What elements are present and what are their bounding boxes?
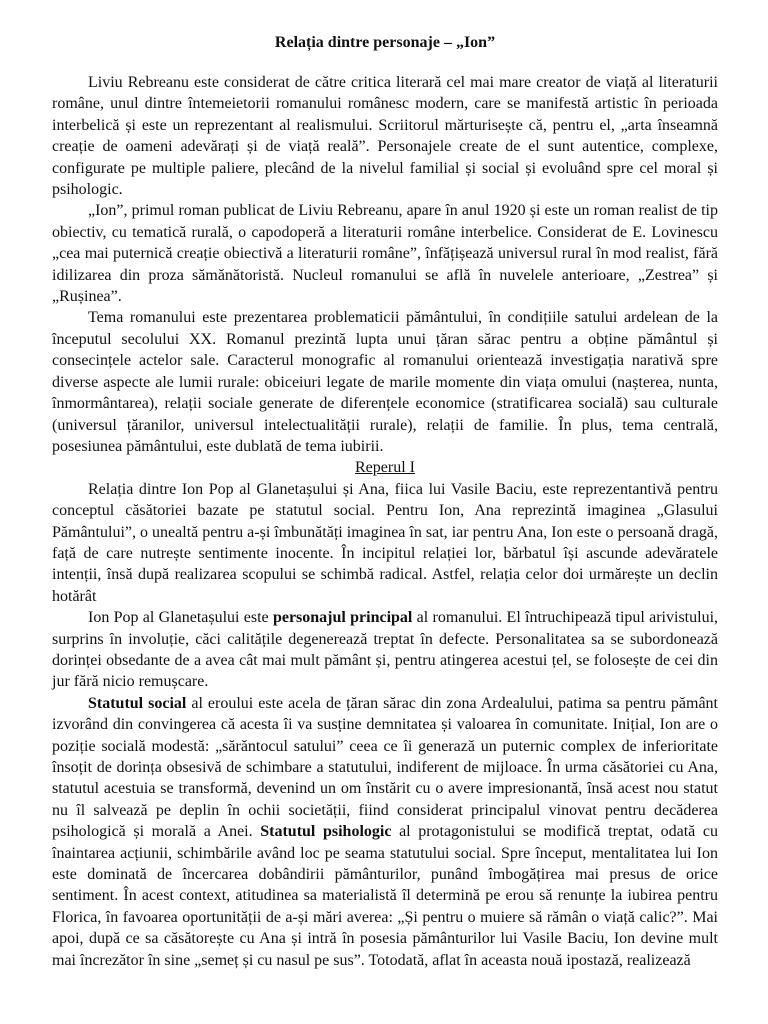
reper-paragraph-2 (52, 607, 718, 693)
paragraph-text: Ion Pop al Glanetașului este (88, 609, 273, 627)
intro-paragraph-2: „Ion”, primul roman publicat de Liviu Rebreanu, apare în anul 1920 și este un roman realist de tip obiectiv, cu tematică rurală, o capodoperă a literaturii române interbelice. Considerat de E. Lovinescu „cea mai puternică creație obiectivă a literaturii române”, înfățișează universul rural în mod realist, fără idilizarea din proza sămănătoristă. Nucleul romanului se află în nuvelele anterioare, „Zestrea” și „Rușinea”. (52, 202, 718, 306)
bold-term-personaj-principal: personajul principal (272, 609, 413, 627)
intro-paragraph-1: Liviu Rebreanu este considerat de către critica literară cel mai mare creator de viață al literaturii române, unul dintre întemeietorii romanului românesc modern, care se manifestă artistic în perioada interbelică și este un reprezentant al realismului. Scriitorul mărturisește că, pentru el, „arta înseamnă creație de oameni adevărați și de viață reală”. Personajele create de el sunt autentice, complexe, configurate pe multiple paliere, plecând de la nivelul familial și social și evoluând spre cel moral și psihologic. (52, 74, 718, 199)
paragraph-text: al eroului este acela de țăran sărac din zona Ardealului, patima sa pentru pământ izvorând din convingerea că acesta îi va susține demnitatea și valoarea în comunitate. Inițial, Ion are o poziție socială modestă: „sărăntocul satului” ceea ce îi generază un puternic complex de inferioritate însoțit de dorința obsesivă de schimbare a statutului, indiferent de mijloace. În urma căsătoriei cu Ana, statutul acestuia se transformă, devenind un om înstărit cu o avere impresionantă, însă acest nou statut nu îl salvează pe deplin în ochii societății, fiind considerat principalul vinovat pentru decăderea psihologică și morală a Anei. (52, 694, 719, 841)
bold-term-statutul-social: Statutul social (88, 694, 187, 712)
document-title: Relația dintre personaje – „Ion” (274, 34, 496, 51)
section-heading-reperul-1: Reperul I (355, 459, 415, 477)
paragraph-text: al protagonistului se modifică treptat, odată cu înaintarea acțiunii, schimbările având loc pe seama statutului social. Spre început, mentalitatea lui Ion este dominată de încercarea dobândirii pământurilor, punând îmbogățirea mai presus de orice sentiment. În acest context, atitudinea sa materialistă îl determină pe erou să renunțe la iubirea pentru Florica, în favoarea oportunității de a-și mări averea: „Și pentru o muiere să rămân o viață calic?”. Mai apoi, după ce sa căsătorește cu Ana și intră în posesia pământurilor lui Vasile Baciu, Ion devine mult mai încrezător în sine „semeț și cu nasul pe sus”. Totodată, aflat în aceasta nouă ipostază, realizează (52, 823, 718, 969)
reper-paragraph-3 (52, 693, 718, 971)
bold-term-statutul-psihologic: Statutul psihologic (260, 823, 392, 841)
paragraph-text: al romanului. El întruchipează tipul arivistului, surprins în involuție, căci calitățile degenerează treptat în defecte. Personalitatea sa se subordonează dorinței obsedante de a avea cât mai mult pământ și, pentru atingerea acestui țel, se folosește de cei din jur fără nicio remușcare. (52, 609, 719, 691)
intro-paragraph-3: Tema romanului este prezentarea problematicii pământului, în condițiile satului ardelean de la începutul secolului XX. Romanul prezintă lupta unui țăran sărac pentru a obține pământul și consecințele actelor sale. Caracterul monografic al romanului orientează investigația narativă spre diverse aspecte ale lumii rurale: obiceiuri legate de marile momente din viața omului (nașterea, nunta, înmormântarea), relații sociale generate de diferențele economice (stratificarea socială) sau culturale (universul țăranilor, universul intelectualității rurale), relații de familie. În plus, tema centrală, posesiunea pământului, este dublată de tema iubirii. (52, 309, 718, 455)
reper-paragraph-1: Relația dintre Ion Pop al Glanetașului și Ana, fiica lui Vasile Baciu, este reprezentantivă pentru conceptul căsătoriei bazate pe statutul social. Pentru Ion, Ana reprezintă imaginea „Glasului Pământului”, o unealtă pentru a-și îmbunătăți imaginea în sat, iar pentru Ana, Ion este o persoană dragă, față de care nutrește sentimente inocente. În incipitul relației lor, bărbatul își ascunde adevăratele intenții, însă după realizarea scopului se schimbă radical. Astfel, relația celor doi urmărește un declin hotărât (52, 480, 718, 605)
